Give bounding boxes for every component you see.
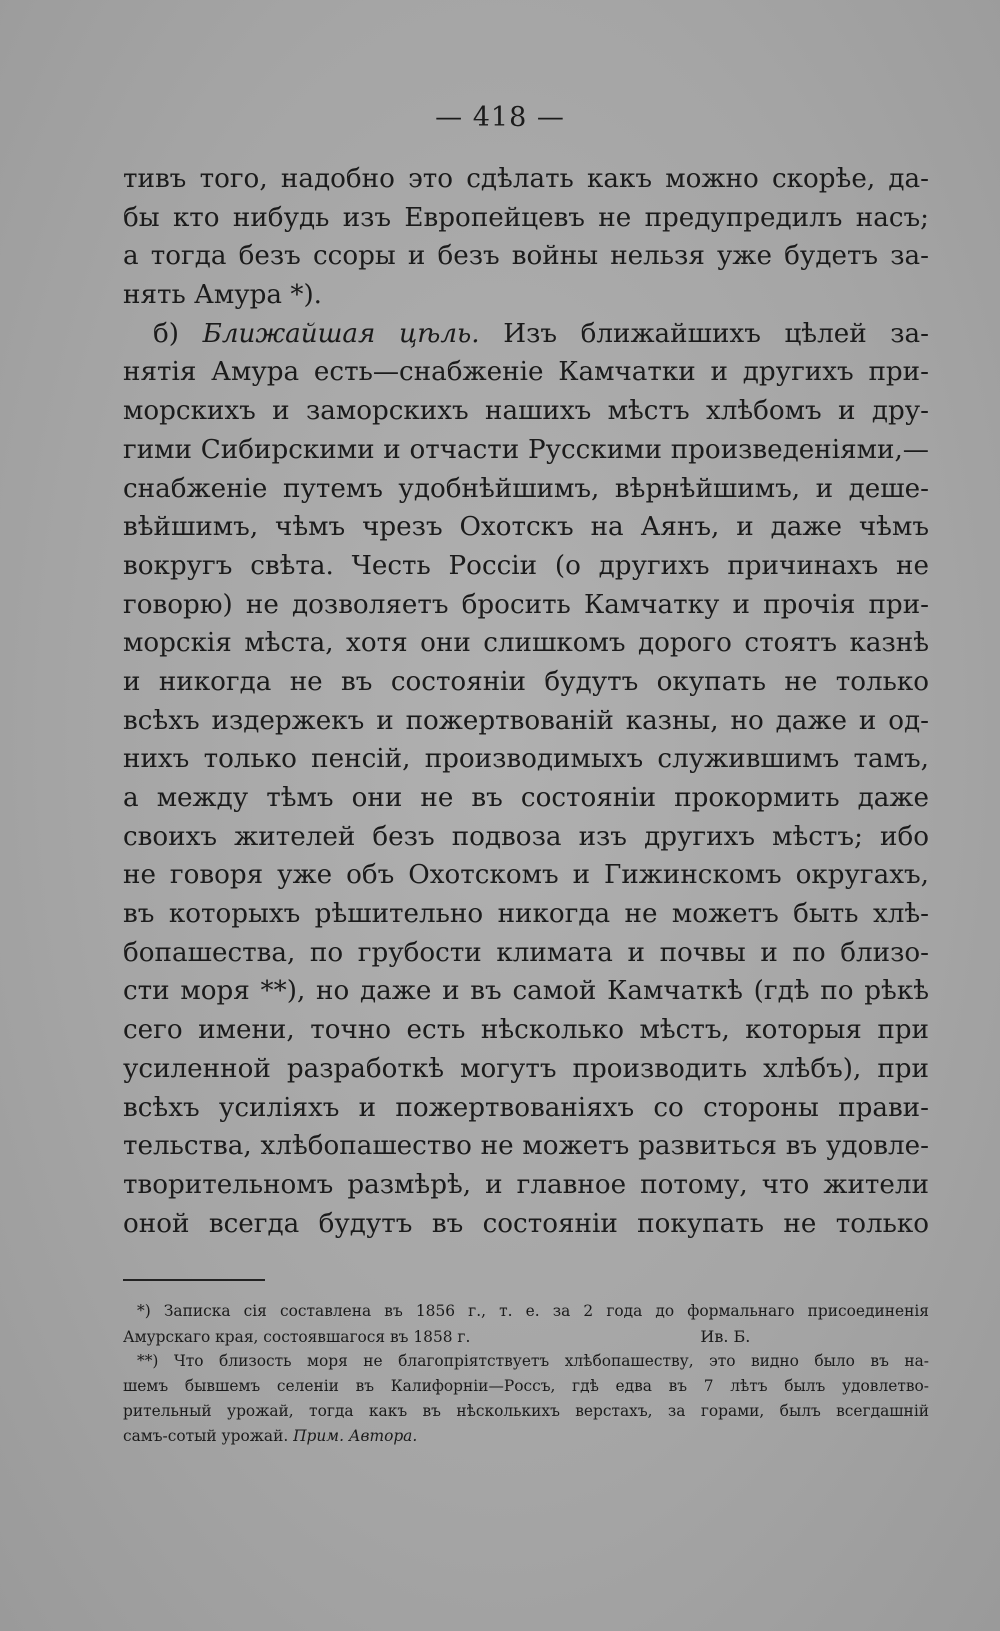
footnote-line: **) Что близость моря не благопріятствуетъ хлѣбопашеству, это видно было въ на- xyxy=(137,1352,929,1370)
text-line: вокругъ свѣта. Честь Россіи (о другихъ причинахъ не xyxy=(123,550,929,581)
footnote-line xyxy=(123,1324,929,1349)
text-line: оной всегда будутъ въ состояніи покупать не только xyxy=(123,1208,929,1239)
footnote-divider xyxy=(123,1279,265,1281)
text-line: сти моря **), но даже и въ самой Камчаткѣ (гдѣ по рѣкѣ xyxy=(123,976,929,1007)
text-line: творительномъ размѣрѣ, и главное потому, что жители xyxy=(123,1169,929,1200)
text-line: своихъ жителей безъ подвоза изъ другихъ мѣстъ; ибо xyxy=(123,821,929,852)
text-line: бопашества, по грубости климата и почвы и по близо- xyxy=(123,937,929,968)
footnote-line: шемъ бывшемъ селеніи въ Калифорніи—Россъ, гдѣ едва въ 7 лѣтъ былъ удовлетво- xyxy=(123,1377,929,1395)
text-line: морскія мѣста, хотя они слишкомъ дорого стоятъ казнѣ xyxy=(123,628,929,659)
section-heading-line xyxy=(123,315,929,354)
text-line: тельства, хлѣбопашество не можетъ развиться въ удовле- xyxy=(123,1131,929,1162)
text-line: нихъ только пенсій, производимыхъ служившимъ тамъ, xyxy=(123,744,929,775)
text-line: бы кто нибудь изъ Европейцевъ не предупредилъ насъ; xyxy=(123,202,929,233)
text-line: нятія Амура есть—снабженіе Камчатки и другихъ при- xyxy=(123,357,929,388)
text-line: тивъ того, надобно это сдѣлать какъ можно скорѣе, да- xyxy=(123,164,929,194)
text-line: нять Амура *). xyxy=(123,280,322,311)
text-line: въ которыхъ рѣшительно никогда не можетъ быть хлѣ- xyxy=(123,899,929,930)
text-line: не говоря уже объ Охотскомъ и Гижинскомъ округахъ, xyxy=(123,860,929,891)
text-line: всѣхъ усиліяхъ и пожертвованіяхъ со стороны прави- xyxy=(123,1092,929,1123)
text-line: сего имени, точно есть нѣсколько мѣстъ, которыя при xyxy=(123,1015,929,1046)
text-line: гими Сибирскими и отчасти Русскими произведеніями,— xyxy=(123,434,929,465)
text-line: а между тѣмъ они не въ состояніи прокормить даже xyxy=(123,783,929,813)
text-line: всѣхъ издержекъ и пожертвованій казны, но даже и од- xyxy=(123,705,929,736)
text-line: снабженіе путемъ удобнѣйшимъ, вѣрнѣйшимъ, и деше- xyxy=(123,473,929,504)
page-number: — 418 — xyxy=(435,102,565,133)
text-line: морскихъ и заморскихъ нашихъ мѣстъ хлѣбомъ и дру- xyxy=(123,396,929,427)
footnotes xyxy=(123,1299,929,1449)
text-fragment: Изъ ближайшихъ цѣлей за- xyxy=(503,318,929,349)
text-line: а тогда безъ ссоры и безъ войны нельзя уже будетъ за- xyxy=(123,241,929,272)
text-line: говорю) не дозволяетъ бросить Камчатку и прочія при- xyxy=(123,589,929,620)
section-marker: б) xyxy=(153,318,179,349)
footnote-attribution: Прим. Автора. xyxy=(293,1427,418,1445)
text-line: вѣйшимъ, чѣмъ чрезъ Охотскъ на Аянъ, и даже чѣмъ xyxy=(123,512,929,543)
footnote-line: *) Записка сія составлена въ 1856 г., т. е. за 2 года до формальнаго присоединенія xyxy=(137,1302,929,1320)
footnote-text: самъ-сотый урожай. xyxy=(123,1427,289,1445)
footnote-text: Амурскаго края, состоявшагося въ 1858 г. xyxy=(123,1328,471,1346)
text-line: и никогда не въ состояніи будутъ окупать не только xyxy=(123,666,929,697)
footnote-line: рительный урожай, тогда какъ въ нѣсколькихъ верстахъ, за горами, былъ всегдашній xyxy=(123,1402,929,1420)
section-title: Ближайшая цѣль. xyxy=(202,318,480,349)
footnote-signature: Ив. Б. xyxy=(700,1327,751,1346)
body-text xyxy=(123,160,929,1243)
text-line: усиленной разработкѣ могутъ производить хлѣбъ), при xyxy=(123,1053,929,1084)
footnote-line xyxy=(123,1424,929,1449)
